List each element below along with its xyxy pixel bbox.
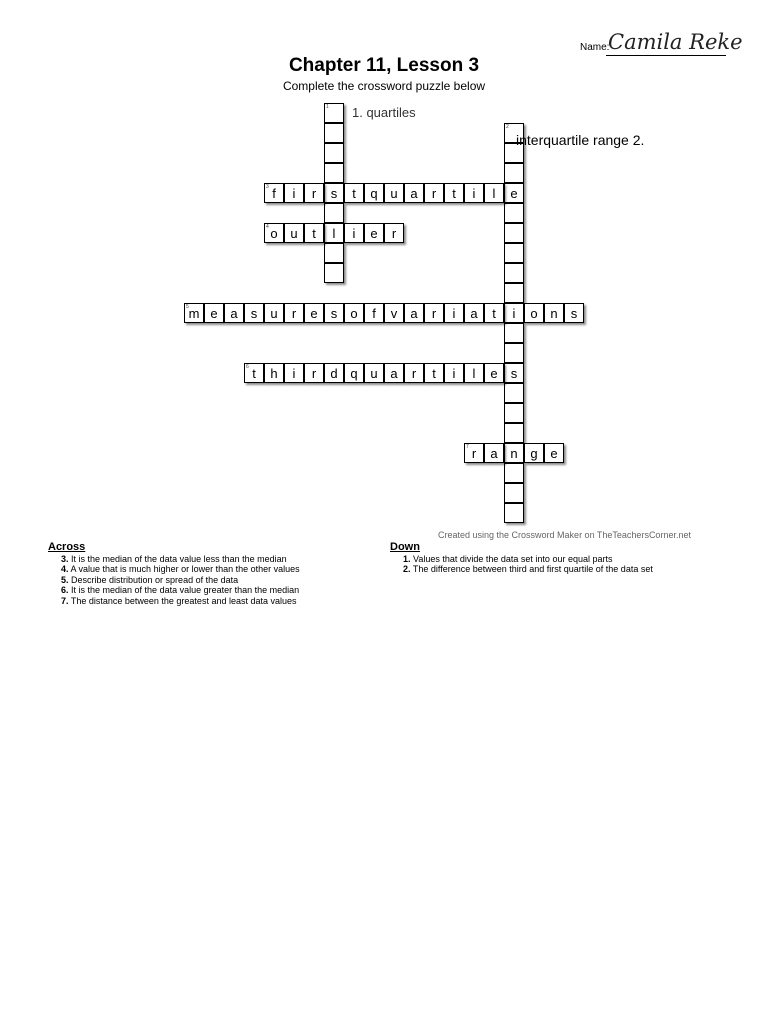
grid-cell[interactable] [384, 223, 404, 243]
grid-cell[interactable] [504, 403, 524, 423]
grid-cell[interactable] [504, 443, 524, 463]
handwritten-answer-down-1: 1. quartiles [352, 105, 416, 120]
cell-letter: e [510, 185, 518, 201]
grid-cell[interactable] [304, 363, 324, 383]
clue-number: 4 [266, 224, 269, 230]
grid-cell[interactable] [524, 303, 544, 323]
grid-cell[interactable] [344, 223, 364, 243]
page-subtitle: Complete the crossword puzzle below [282, 79, 486, 93]
cell-letter: t [352, 185, 356, 201]
clue-num: 1. [403, 553, 411, 564]
cell-letter: f [272, 185, 276, 201]
cell-letter: e [370, 225, 378, 241]
grid-cell[interactable] [504, 423, 524, 443]
cell-letter: a [490, 445, 498, 461]
cell-letter: u [290, 225, 298, 241]
grid-cell[interactable] [484, 443, 504, 463]
clue-num: 7. [61, 595, 69, 606]
grid-cell[interactable] [364, 183, 384, 203]
cell-letter: t [312, 225, 316, 241]
across-heading: Across [48, 541, 86, 553]
cell-letter: s [330, 185, 338, 201]
clue-number: 1 [326, 104, 329, 110]
cell-letter: q [350, 365, 358, 381]
cell-letter: a [410, 305, 418, 321]
grid-cell[interactable] [324, 163, 344, 183]
down-clue [390, 554, 653, 565]
grid-cell[interactable] [504, 223, 524, 243]
cell-letter: r [411, 365, 417, 381]
grid-cell[interactable] [424, 303, 444, 323]
cell-letter: i [452, 305, 456, 321]
cell-letter: i [292, 365, 296, 381]
down-heading: Down [390, 541, 420, 553]
clue-num: 2. [403, 564, 411, 574]
grid-cell[interactable] [504, 483, 524, 503]
grid-cell[interactable] [284, 303, 304, 323]
clue-num: 3. [61, 553, 69, 564]
grid-cell[interactable] [204, 303, 224, 323]
cell-letter: g [530, 445, 538, 461]
grid-cell[interactable] [544, 443, 564, 463]
grid-cell[interactable] [304, 223, 324, 243]
grid-cell[interactable] [264, 363, 284, 383]
cell-letter: e [550, 445, 558, 461]
grid-cell[interactable] [504, 363, 524, 383]
clue-number: 2 [506, 124, 509, 130]
grid-cell[interactable] [504, 503, 524, 523]
grid-cell[interactable] [464, 303, 484, 323]
grid-cell[interactable] [324, 123, 344, 143]
cell-letter: v [390, 305, 398, 321]
grid-cell[interactable] [404, 183, 424, 203]
cell-letter: m [188, 305, 200, 321]
grid-cell[interactable] [504, 263, 524, 283]
grid-cell[interactable] [444, 183, 464, 203]
credit-line: Created using the Crossword Maker on TheTeachersCorner.net [438, 530, 691, 540]
grid-cell[interactable] [324, 243, 344, 263]
cell-letter: e [490, 365, 498, 381]
cell-letter: a [470, 305, 478, 321]
grid-cell[interactable] [444, 303, 464, 323]
across-clue [48, 554, 300, 565]
grid-cell[interactable] [504, 463, 524, 483]
grid-cell[interactable] [444, 363, 464, 383]
grid-cell[interactable] [504, 303, 524, 323]
grid-cell[interactable] [424, 183, 444, 203]
grid-cell[interactable] [324, 103, 344, 123]
clue-num: 4. [61, 564, 69, 574]
across-clue [48, 575, 300, 586]
clue-text: The distance between the greatest and least data values [68, 595, 297, 606]
clue-number: 3 [266, 184, 269, 190]
across-clue [48, 564, 300, 575]
grid-cell[interactable] [504, 283, 524, 303]
grid-cell[interactable] [464, 363, 484, 383]
name-label: Name: [580, 42, 610, 53]
clue-text: Values that divide the data set into our equal parts [410, 553, 613, 564]
cell-letter: a [390, 365, 398, 381]
cell-letter: o [350, 305, 358, 321]
grid-cell[interactable] [484, 183, 504, 203]
grid-cell[interactable] [364, 363, 384, 383]
cell-letter: l [472, 365, 476, 381]
grid-cell[interactable] [424, 363, 444, 383]
grid-cell[interactable] [284, 223, 304, 243]
grid-cell[interactable] [484, 303, 504, 323]
page-title: Chapter 11, Lesson 3 [288, 55, 480, 76]
grid-cell[interactable] [224, 303, 244, 323]
grid-cell[interactable] [524, 443, 544, 463]
grid-cell[interactable] [344, 363, 364, 383]
grid-cell[interactable] [404, 363, 424, 383]
across-clue [48, 596, 300, 607]
grid-cell[interactable] [244, 303, 264, 323]
grid-cell[interactable] [324, 203, 344, 223]
cell-letter: i [452, 365, 456, 381]
cell-letter: u [370, 365, 378, 381]
grid-cell[interactable] [304, 183, 324, 203]
clue-number: 6 [246, 364, 249, 370]
cell-letter: n [510, 445, 518, 461]
grid-cell[interactable] [264, 303, 284, 323]
across-clues [48, 542, 300, 606]
grid-cell[interactable] [264, 183, 284, 203]
grid-cell[interactable] [284, 363, 304, 383]
cell-letter: i [472, 185, 476, 201]
cell-letter: i [512, 305, 516, 321]
clue-num: 5. [61, 574, 69, 585]
grid-cell[interactable] [304, 303, 324, 323]
grid-cell[interactable] [504, 183, 524, 203]
cell-letter: o [270, 225, 278, 241]
cell-letter: d [330, 365, 338, 381]
clue-num: 6. [61, 585, 69, 595]
grid-cell[interactable] [564, 303, 584, 323]
cell-letter: r [431, 305, 437, 321]
cell-letter: r [471, 445, 477, 461]
cell-letter: r [431, 185, 437, 201]
grid-cell[interactable] [324, 363, 344, 383]
grid-cell[interactable] [504, 383, 524, 403]
cell-letter: s [510, 365, 518, 381]
grid-cell[interactable] [324, 183, 344, 203]
cell-letter: q [370, 185, 378, 201]
grid-cell[interactable] [544, 303, 564, 323]
grid-cell[interactable] [324, 303, 344, 323]
grid-cell[interactable] [504, 163, 524, 183]
cell-letter: r [291, 305, 297, 321]
cell-letter: h [270, 365, 278, 381]
grid-cell[interactable] [484, 363, 504, 383]
grid-cell[interactable] [324, 143, 344, 163]
grid-cell[interactable] [364, 223, 384, 243]
cell-letter: o [530, 305, 538, 321]
cell-letter: u [390, 185, 398, 201]
grid-cell[interactable] [324, 223, 344, 243]
cell-letter: e [310, 305, 318, 321]
cell-letter: f [372, 305, 376, 321]
cell-letter: n [550, 305, 558, 321]
down-clue [390, 564, 653, 575]
grid-cell[interactable] [284, 183, 304, 203]
grid-cell[interactable] [184, 303, 204, 323]
cell-letter: t [452, 185, 456, 201]
grid-cell[interactable] [464, 443, 484, 463]
name-signature: Camila Reke [608, 30, 743, 54]
cell-letter: i [292, 185, 296, 201]
cell-letter: r [311, 185, 317, 201]
cell-letter: a [230, 305, 238, 321]
grid-cell[interactable] [344, 183, 364, 203]
clue-text: It is the median of the data value less than the median [68, 553, 287, 564]
grid-cell[interactable] [464, 183, 484, 203]
cell-letter: t [252, 365, 256, 381]
grid-cell[interactable] [384, 183, 404, 203]
cell-letter: s [330, 305, 338, 321]
handwritten-answer-down-2: interquartile range 2. [516, 132, 645, 148]
clue-text: It is the median of the data value greater than the median [68, 585, 300, 595]
clue-number: 7 [466, 444, 469, 450]
down-clues [390, 542, 653, 575]
grid-cell[interactable] [384, 363, 404, 383]
clue-text: The difference between third and first quartile of the data set [410, 564, 653, 574]
grid-cell[interactable] [504, 203, 524, 223]
cell-letter: t [492, 305, 496, 321]
cell-letter: l [332, 225, 336, 241]
cell-letter: u [270, 305, 278, 321]
cell-letter: r [311, 365, 317, 381]
cell-letter: t [432, 365, 436, 381]
clue-text: A value that is much higher or lower than the other values [68, 564, 300, 574]
cell-letter: s [250, 305, 258, 321]
grid-cell[interactable] [264, 223, 284, 243]
cell-letter: a [410, 185, 418, 201]
grid-cell[interactable] [344, 303, 364, 323]
grid-cell[interactable] [404, 303, 424, 323]
grid-cell[interactable] [244, 363, 264, 383]
cell-letter: l [492, 185, 496, 201]
across-clue [48, 585, 300, 596]
grid-cell[interactable] [504, 243, 524, 263]
grid-cell[interactable] [504, 343, 524, 363]
grid-cell[interactable] [504, 323, 524, 343]
grid-cell[interactable] [324, 263, 344, 283]
grid-cell[interactable] [364, 303, 384, 323]
grid-cell[interactable] [384, 303, 404, 323]
cell-letter: e [210, 305, 218, 321]
cell-letter: s [570, 305, 578, 321]
clue-number: 5 [186, 304, 189, 310]
clue-text: Describe distribution or spread of the data [68, 574, 239, 585]
cell-letter: i [352, 225, 356, 241]
cell-letter: r [391, 225, 397, 241]
